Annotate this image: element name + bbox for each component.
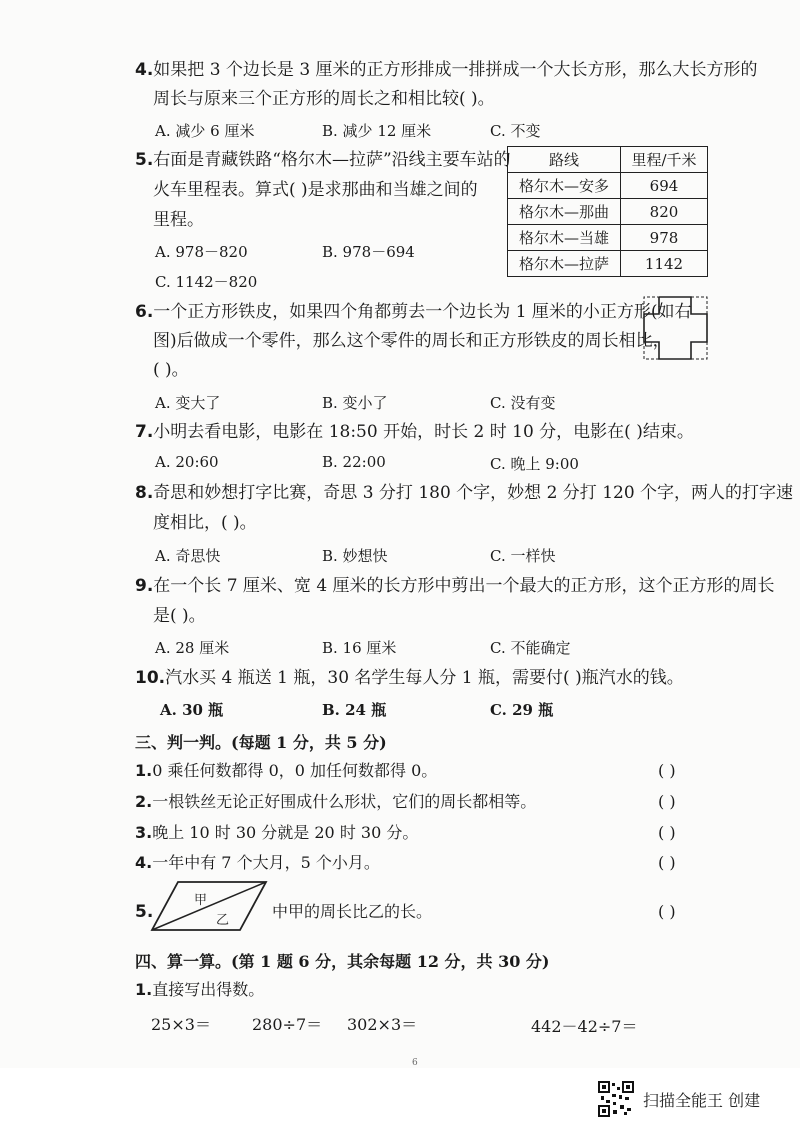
calc-expression-2: 280÷7＝ — [252, 1015, 323, 1034]
question-9-option-b: B. 16 厘米 — [322, 639, 397, 657]
question-6-option-c: C. 没有变 — [490, 394, 556, 412]
page-number: 6 — [412, 1058, 418, 1068]
question-6-line-3: ( )。 — [153, 360, 189, 380]
question-5-line-2: 火车里程表。算式( )是求那曲和当雄之间的 — [153, 180, 478, 200]
question-10-option-b: B. 24 瓶 — [322, 701, 387, 719]
table-row — [508, 199, 708, 225]
question-4-line-1: 4.如果把 3 个边长是 3 厘米的正方形排成一排拼成一个大长方形，那么大长方形的 — [135, 60, 758, 80]
route-name: 格尔木—安多 — [508, 173, 621, 199]
calc-expression-4: 442－42÷7＝ — [531, 1017, 638, 1036]
question-8-option-c: C. 一样快 — [490, 547, 556, 565]
question-6-line-1: 6.一个正方形铁皮，如果四个角都剪去一个边长为 1 厘米的小正方形(如右 — [135, 302, 692, 322]
figure-label-yi: 乙 — [216, 913, 230, 928]
question-6-option-a: A. 变大了 — [155, 394, 221, 412]
calc-expression-1: 25×3＝ — [151, 1015, 211, 1034]
question-4-line-2: 周长与原来三个正方形的周长之和相比较( )。 — [153, 89, 495, 109]
calc-expression-3: 302×3＝ — [347, 1015, 418, 1034]
scanner-watermark-label: 扫描全能王 创建 — [643, 1091, 761, 1110]
table-row — [508, 251, 708, 277]
question-9-option-c: C. 不能确定 — [490, 639, 571, 657]
question-10-line-1: 10.汽水买 4 瓶送 1 瓶，30 名学生每人分 1 瓶，需要付( )瓶汽水的钱。 — [135, 668, 684, 688]
question-5-line-1: 5.右面是青藏铁路“格尔木—拉萨”沿线主要车站的 — [135, 150, 511, 170]
scanner-footer — [0, 1068, 800, 1130]
question-7-option-b: B. 22:00 — [322, 453, 386, 471]
question-10-option-c: C. 29 瓶 — [490, 701, 554, 719]
question-5-option-b: B. 978－694 — [322, 243, 415, 261]
judge-answer-bracket-1[interactable]: ( ) — [658, 761, 676, 780]
question-8-line-2: 度相比，( )。 — [153, 513, 257, 533]
judge-answer-bracket-4[interactable]: ( ) — [658, 853, 676, 872]
route-name: 格尔木—那曲 — [508, 199, 621, 225]
question-9-option-a: A. 28 厘米 — [155, 639, 230, 657]
qr-code-icon — [598, 1081, 634, 1117]
route-name: 格尔木—拉萨 — [508, 251, 621, 277]
question-5-option-c: C. 1142－820 — [155, 273, 258, 291]
cut-corner-square-figure — [641, 294, 709, 362]
route-distance: 978 — [621, 225, 708, 251]
question-4-option-c: C. 不变 — [490, 122, 541, 140]
question-4-option-a: A. 减少 6 厘米 — [155, 122, 255, 140]
table-row — [508, 173, 708, 199]
question-8-line-1: 8.奇思和妙想打字比赛，奇思 3 分打 180 个字，妙想 2 分打 120 个字，两人的打字速 — [135, 483, 794, 503]
question-7-option-c: C. 晚上 9:00 — [490, 455, 579, 473]
route-mileage-table — [507, 146, 708, 277]
question-6-option-b: B. 变小了 — [322, 394, 388, 412]
question-10-option-a: A. 30 瓶 — [160, 701, 224, 719]
question-9-line-1: 9.在一个长 7 厘米、宽 4 厘米的长方形中剪出一个最大的正方形，这个正方形的周长 — [135, 576, 775, 596]
judge-item-4: 4.一年中有 7 个大月，5 个小月。 — [135, 853, 380, 872]
section-3-title: 三、判一判。(每题 1 分，共 5 分) — [135, 733, 387, 752]
question-8-option-a: A. 奇思快 — [155, 547, 221, 565]
judge-item-2: 2.一根铁丝无论正好围成什么形状，它们的周长都相等。 — [135, 792, 537, 811]
question-6-line-2: 图)后做成一个零件，那么这个零件的周长和正方形铁皮的周长相比， — [153, 331, 670, 351]
question-5-line-3: 里程。 — [153, 210, 204, 230]
figure-label-jia: 甲 — [194, 893, 208, 908]
question-8-option-b: B. 妙想快 — [322, 547, 388, 565]
judge-item-1: 1.0 乘任何数都得 0，0 加任何数都得 0。 — [135, 761, 438, 780]
question-5-option-a: A. 978－820 — [155, 243, 248, 261]
route-header-route: 路线 — [508, 147, 621, 173]
judge-answer-bracket-2[interactable]: ( ) — [658, 792, 676, 811]
judge-answer-bracket-3[interactable]: ( ) — [658, 823, 676, 842]
route-name: 格尔木—当雄 — [508, 225, 621, 251]
judge-item-5-text: 中甲的周长比乙的长。 — [272, 902, 433, 921]
route-header-distance: 里程/千米 — [621, 147, 708, 173]
section-4-title: 四、算一算。(第 1 题 6 分，其余每题 12 分，共 30 分) — [135, 952, 550, 971]
question-7-option-a: A. 20:60 — [155, 453, 219, 471]
question-9-line-2: 是( )。 — [153, 606, 206, 626]
table-row — [508, 225, 708, 251]
route-table-header — [508, 147, 708, 173]
judge-item-5-number: 5. — [135, 902, 154, 922]
question-4-option-b: B. 减少 12 厘米 — [322, 122, 432, 140]
route-distance: 694 — [621, 173, 708, 199]
route-distance: 1142 — [621, 251, 708, 277]
route-distance: 820 — [621, 199, 708, 225]
judge-answer-bracket-5[interactable]: ( ) — [658, 902, 676, 921]
section-4-subtitle: 1.直接写出得数。 — [135, 980, 265, 999]
parallelogram-figure — [150, 880, 268, 932]
question-7-line-1: 7.小明去看电影，电影在 18:50 开始，时长 2 时 10 分，电影在( )结束。 — [135, 422, 694, 442]
judge-item-3: 3.晚上 10 时 30 分就是 20 时 30 分。 — [135, 823, 419, 842]
